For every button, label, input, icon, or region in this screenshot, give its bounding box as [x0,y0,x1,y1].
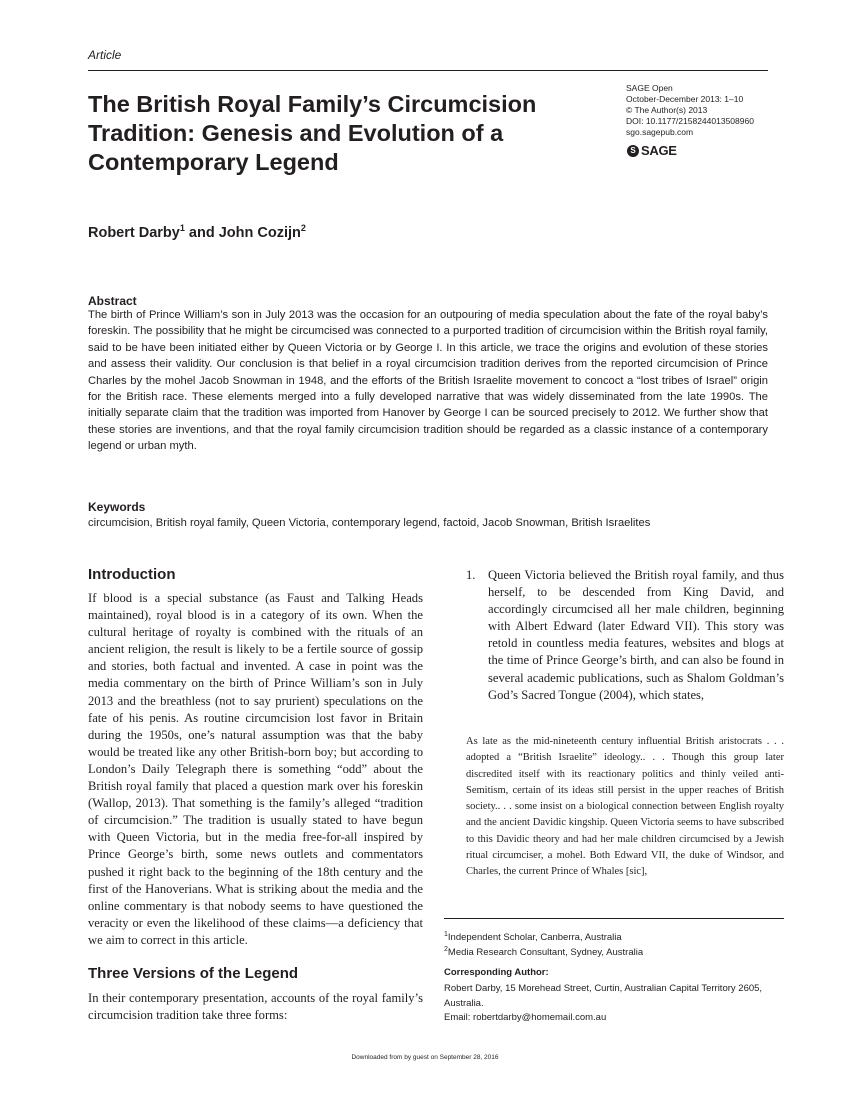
abstract-heading: Abstract [88,294,137,308]
author-affiliation-marker: 2 [300,223,306,233]
list-item-text: Queen Victoria believed the British royal family, and thus herself, to be descended from King David, and accordingly circumcised all her male children, beginning with Albert Edward (later Edward VII). This story was retold in countless media features, websites and blogs at the time of Prince George’s birth, and can also be found in several academic publications, such as Shalom Goldman’s God’s Sacred Tongue (2004), which states, [488,568,784,702]
author-list [88,225,306,241]
journal-doi: DOI: 10.1177/2158244013508960 [626,116,754,126]
author-connector: and [184,225,219,241]
keywords-heading: Keywords [88,500,146,514]
sage-logo [627,143,677,158]
affiliation-1 [444,931,643,946]
corresponding-author-heading: Corresponding Author: [444,967,549,978]
list-item-number: 1. [466,568,476,582]
journal-info [626,83,754,138]
corresponding-address: Robert Darby, 15 Morehead Street, Curtin, Australian Capital Territory 2605, Australia. [444,983,763,1009]
block-quote: As late as the mid-nineteenth century influential British aristocrats . . . adopted a “British Israelite” ideology.. . . Though this group later discredited itself with its reactionary politics and thinly veiled anti-Semitism, certain of its ideas still persist in the upper reaches of British society.. . . some insist on a biological connection between English royalty and the ancient Davidic kingship. Queen Victoria seems to have subscribed to this Davidic theory and had her male children circumcised by a Jewish ritual circumciser, a mohel. Both Edward VII, the duke of Windsor, and Charles, the current Prince of Whales [sic], [466,736,784,878]
corresponding-author-details [444,982,784,1026]
affiliation-text: Media Research Consultant, Sydney, Australia [447,946,644,958]
abstract-text: The birth of Prince William’s son in July 2013 was the occasion for an outpouring of media speculation about the fate of the royal baby’s foreskin. The possibility that he might be circumcised was connected to a purported tradition of circumcision within the British royal family, said to be have been initiated either by Queen Victoria or by George I. In this article, we trace the origins and evolution of these stories and assess their validity. Our conclusion is that belief in a royal circumcision tradition derives from the reported circumcision of Prince Charles by the mohel Jacob Snowman in 1948, and the efforts of the British Israelite movement to concoct a “lost tribes of Israel” origin for the British race. These elements merged into a fully developed narrative that was widely disseminated from the late 1990s. The initially separate claim that the tradition was imported from Hanover by George I can be sourced precisely to 2012. We further show that these stories are inventions, and that the royal family circumcision tradition should be regarded as a classic instance of a contemporary legend or urban myth. [88,309,768,453]
title-line: Tradition: Genesis and Evolution of a [88,120,504,146]
keywords-text: circumcision, British royal family, Queen Victoria, contemporary legend, factoid, Jacob Snowman, British Israelites [88,517,651,529]
affiliation-marker: 2 [444,945,448,953]
article-title [88,90,608,177]
sage-logo-text: SAGE [641,143,677,158]
section-heading-introduction: Introduction [88,566,176,583]
journal-name: SAGE Open [626,83,673,93]
author-name: John Cozijn [218,225,301,241]
affiliation-marker: 1 [444,931,448,938]
three-versions-paragraph: In their contemporary presentation, accounts of the royal family’s circumcision tradition take three forms: [88,991,423,1023]
affiliation-2 [444,946,643,961]
title-line: Contemporary Legend [88,149,339,175]
journal-url: sgo.sagepub.com [626,127,694,137]
section-heading-three-versions: Three Versions of the Legend [88,965,299,982]
sage-logo-icon: S [627,145,639,157]
journal-copyright: © The Author(s) 2013 [626,105,708,115]
download-note: Downloaded from by guest on September 28, 2016 [351,1054,499,1061]
corresponding-email[interactable]: Email: robertdarby@homemail.com.au [444,1012,607,1023]
title-line: The British Royal Family’s Circumcision [88,91,537,117]
author-name: Robert Darby [88,225,180,241]
journal-issue: October-December 2013: 1–10 [626,94,744,104]
affiliations [444,931,643,960]
footnote-rule [444,918,784,919]
author-affiliation-marker: 1 [179,223,185,233]
affiliation-text: Independent Scholar, Canberra, Australia [447,932,622,943]
article-type-label: Article [88,48,122,62]
introduction-paragraph: If blood is a special substance (as Faust and Talking Heads maintained), royal blood is in a category of its own. When the cultural heritage of royalty is combined with the rituals of an ancient religion, the result is likely to be a fertile source of gossip and stories, both factual and invented. A case in point was the media commentary on the birth of Prince William’s son in July 2013 and the breathless (not to say prurient) speculations on the fate of his penis. As routine circumcision lost favor in Britain during the 1950s, one’s natural assumption was that the baby would be treated like any other British-born boy; but according to London’s Daily Telegraph there is something “odd” about the British royal family that placed a question mark over his foreskin (Wallop, 2013). That something is the family’s alleged “tradition of circumcision.” The tradition is usually stated to have begun with Queen Victoria, but in the media free-for-all inspired by Prince George’s birth, some news outlets and commentators pushed it right back to the beginning of the 18th century and the first of the Hanoverians. What is striking about the media and the online commentary is that nobody seems to have questioned the veracity or even the likelihood of these claims—a deficiency that we aim to correct in this article. [88,591,423,947]
header-rule [88,70,768,71]
